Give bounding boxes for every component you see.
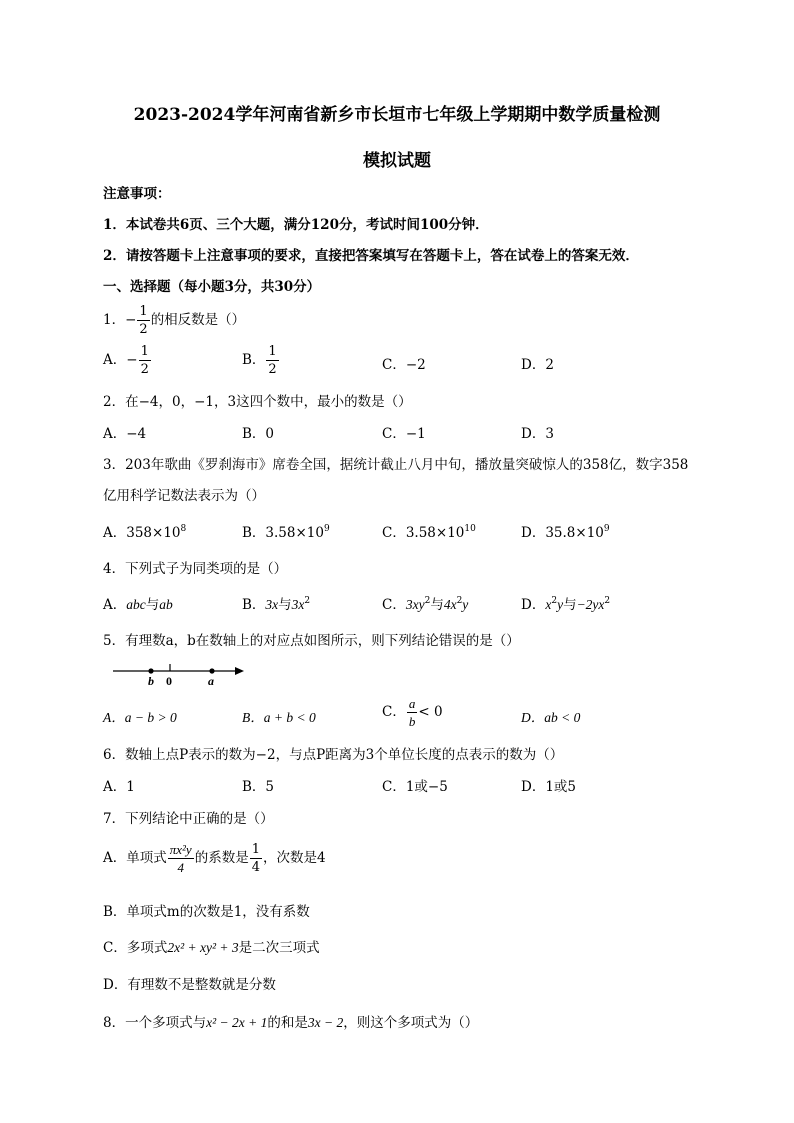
q5-option-a: A．a − b > 0 [103,710,177,725]
q1-number: 1． [103,312,126,328]
page-title: 2023-2024学年河南省新乡市长垣市七年级上学期期中数学质量检测 [133,105,661,125]
q4-option-b: B．3x与$3x^2$ [242,596,311,613]
q3-option-b: B．$3.58\times 10^9$ [242,524,330,541]
q4-option-a: A．abc与ab [103,597,173,613]
q1-option-c: C．−2 [382,357,426,373]
q7-option-a: A．单项式 $\frac{\text{πx²y}}{4}$ 的系数是 $\frac{1}{4}$ ，次数是4 [103,842,326,875]
q2-option-d: D．3 [521,426,554,442]
number-line-arrow [235,667,244,675]
notice-heading: 注意事项： [103,186,171,202]
q2-option-a: A．−4 [103,426,147,442]
q4-option-c: C．$3xy^2$与$4x^2y$ [382,596,469,613]
q4-option-d: D．$x^2y$与$-2yx^2$ [521,596,611,613]
q1-option-d: D．2 [521,357,554,373]
number-line-figure [110,660,250,686]
q7-option-b: B．单项式m的次数是1，没有系数 [103,904,310,920]
q2-option-b: B．0 [242,426,275,442]
point-b [148,668,153,673]
q3-option-a: A．$358\times 10^8$ [103,524,187,541]
question-6: 6．数轴上点P表示的数为−2，与点P距离为3个单位长度的点表示的数为（） [103,747,564,763]
q1-fraction: $\frac{1}{2}$ [139,304,148,337]
notice-2: 2．请按答题卡上注意事项的要求，直接把答案填写在答题卡上，答在试卷上的答案无效． [103,248,639,264]
page-subtitle: 模拟试题 [363,151,431,171]
question-1 [103,305,245,336]
label-a: a [208,674,214,686]
question-8: 8．一个多项式与x² − 2x + 1的和是3x − 2，则这个多项式为（） [103,1015,479,1031]
q6-option-b: B．5 [242,779,275,795]
q3-option-c: C．$3.58\times 10^{10}$ [382,524,476,541]
point-a [209,668,214,673]
label-b: b [148,674,154,686]
section-heading: 一、选择题（每小题3分，共30分） [103,279,321,295]
q1-option-a: A．− $\frac{1}{2}$ [103,344,149,377]
q5-option-d: D．ab < 0 [521,710,581,725]
question-7: 7．下列结论中正确的是（） [103,811,274,827]
question-3-line-2: 亿用科学记数法表示为（） [103,488,265,504]
q7-option-c: C．多项式2x² + xy² + 3是二次三项式 [103,940,320,956]
q2-option-c: C．−1 [382,426,426,442]
question-4: 4．下列式子为同类项的是（） [103,561,288,577]
label-zero: 0 [166,674,172,686]
question-2: 2．在−4，0，−1，3这四个数中，最小的数是（） [103,394,412,410]
q6-option-a: A．1 [103,779,135,795]
q1-option-b: B． $\frac{1}{2}$ [242,344,277,377]
notice-1: 1．本试卷共6页、三个大题，满分120分，考试时间100分钟． [103,217,489,233]
q6-option-c: C．1或−5 [382,779,448,795]
q1-minus: − [125,312,137,328]
q5-option-b: B．a + b < 0 [242,710,316,725]
q3-option-d: D．$35.8\times 10^9$ [521,524,610,541]
question-5: 5．有理数a，b在数轴上的对应点如图所示，则下列结论错误的是（） [103,633,520,649]
q5-option-c: C． $\frac{a}{b}$ < 0 [382,696,443,729]
q6-option-d: D．1或5 [521,779,577,795]
q1-text: 的相反数是（） [150,312,246,328]
q7-option-d: D．有理数不是整数就是分数 [103,977,276,993]
question-3-line-1: 3．203年歌曲《罗刹海市》席卷全国，据统计截止八月中旬，播放量突破惊人的358亿，数字358 [103,457,689,473]
